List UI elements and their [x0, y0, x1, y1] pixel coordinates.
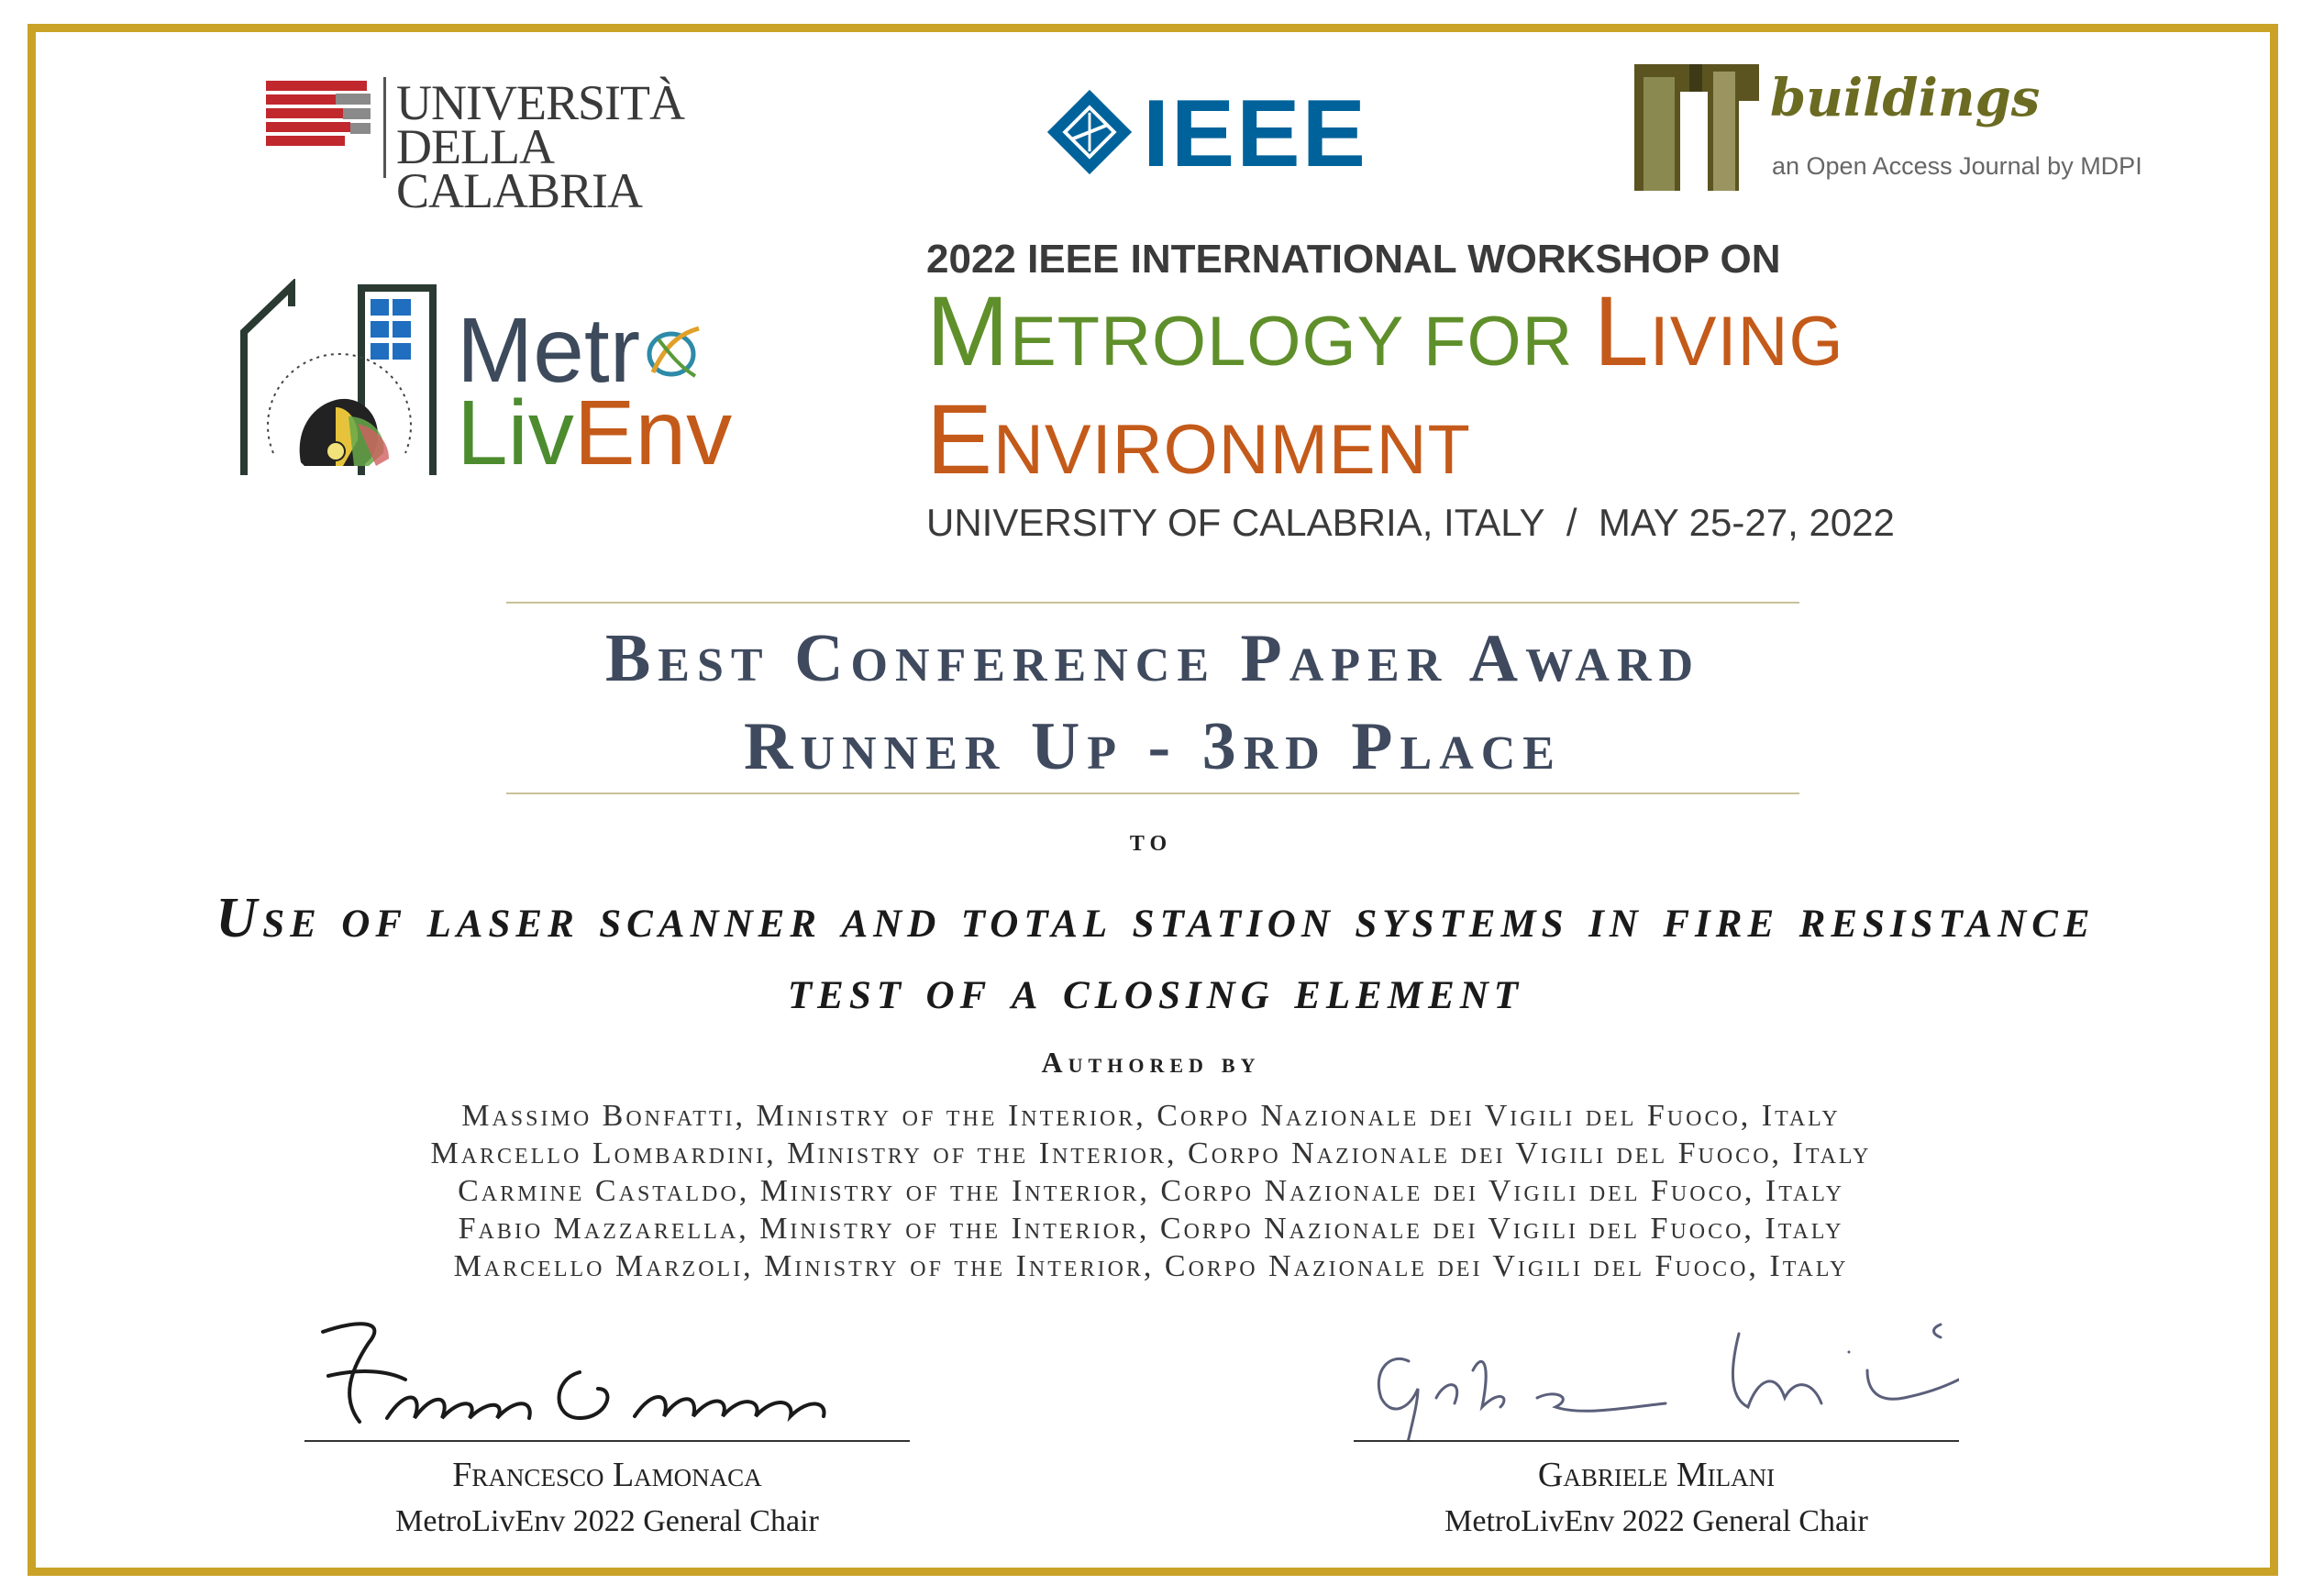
author-line: Massimo Bonfatti, Ministry of the Interior, Corpo Nazionale dei Vigili del Fuoco, Italy — [461, 1099, 1841, 1133]
author-line: Marcello Marzoli, Ministry of the Interior, Corpo Nazionale dei Vigili del Fuoco, Italy — [453, 1249, 1849, 1283]
workshop-separator: / — [1566, 501, 1577, 544]
workshop-dates: MAY 25-27, 2022 — [1598, 501, 1895, 544]
signature-block-right — [1354, 1315, 1959, 1539]
award-rule-top — [506, 602, 1799, 604]
metrolivenv-gauge-icon — [240, 279, 442, 477]
signature-block-left — [304, 1315, 910, 1539]
unical-logo — [266, 75, 798, 218]
buildings-journal-logo — [1634, 64, 2148, 193]
workshop-header — [926, 237, 2119, 545]
signatory-role: MetroLivEnv 2022 General Chair — [1444, 1504, 1868, 1538]
metrolivenv-swirl-icon — [640, 321, 704, 385]
buildings-tagline: an Open Access Journal by MDPI — [1772, 152, 2142, 180]
buildings-name: buildings — [1770, 68, 2041, 128]
title-initial-l: L — [1593, 275, 1650, 386]
ieee-diamond-icon — [1046, 88, 1134, 176]
title-initial-m: M — [926, 275, 1010, 386]
signatory-role: MetroLivEnv 2022 General Chair — [395, 1504, 819, 1538]
unical-name-line1: UNIVERSITÀ — [396, 75, 684, 130]
paper-title — [73, 882, 2238, 1025]
to-label — [0, 824, 2302, 859]
author-line: Fabio Mazzarella, Ministry of the Interior, Corpo Nazionale dei Vigili del Fuoco, Italy — [458, 1212, 1844, 1246]
unical-name-line2: DELLA CALABRIA — [396, 119, 643, 218]
metrolivenv-env: Env — [573, 382, 733, 484]
signature-milani — [1354, 1315, 1959, 1440]
paper-title-line2: test of a closing element — [787, 959, 1524, 1021]
paper-title-line1: Use of laser scanner and total station systems in fire resistance — [216, 887, 2096, 949]
workshop-location-dates — [926, 501, 2119, 545]
workshop-location: UNIVERSITY OF CALABRIA, ITALY — [926, 501, 1545, 544]
ieee-logo — [1040, 81, 1370, 187]
to-text: to — [1129, 824, 1173, 858]
metrolivenv-line1: Metr — [457, 299, 640, 402]
title-initial-e: E — [926, 383, 994, 494]
title-iving: IVING — [1649, 303, 1844, 381]
author-line: Carmine Castaldo, Ministry of the Interior, Corpo Nazionale dei Vigili del Fuoco, Italy — [458, 1174, 1844, 1208]
award-line2: Runner Up - 3rd Place — [744, 709, 1562, 784]
workshop-title-line2 — [926, 383, 2119, 499]
award-line1: Best Conference Paper Award — [604, 621, 1701, 696]
metrolivenv-logo — [240, 279, 736, 484]
unical-mark-icon — [266, 81, 367, 154]
metrolivenv-line2 — [457, 382, 733, 484]
award-rule-bottom — [506, 792, 1799, 794]
workshop-line1: 2022 IEEE INTERNATIONAL WORKSHOP ON — [926, 237, 1781, 282]
signatory-name: Francesco Lamonaca — [452, 1456, 762, 1494]
workshop-title-line1 — [926, 275, 2119, 391]
authors-list — [0, 1097, 2302, 1285]
signature-lamonaca — [304, 1315, 910, 1440]
metrolivenv-liv: Liv — [457, 382, 574, 484]
title-etrology: ETROLOGY FOR — [1009, 303, 1574, 381]
signatory-name: Gabriele Milani — [1537, 1456, 1776, 1494]
buildings-icon — [1634, 64, 1759, 191]
title-nvironment: NVIRONMENT — [993, 411, 1471, 489]
author-line: Marcello Lombardini, Ministry of the Interior, Corpo Nazionale dei Vigili del Fuoco, Italy — [430, 1136, 1872, 1170]
ieee-wordmark: IEEE — [1143, 81, 1367, 187]
authored-by-label: Authored by — [1041, 1046, 1261, 1079]
award-title — [506, 615, 1799, 791]
